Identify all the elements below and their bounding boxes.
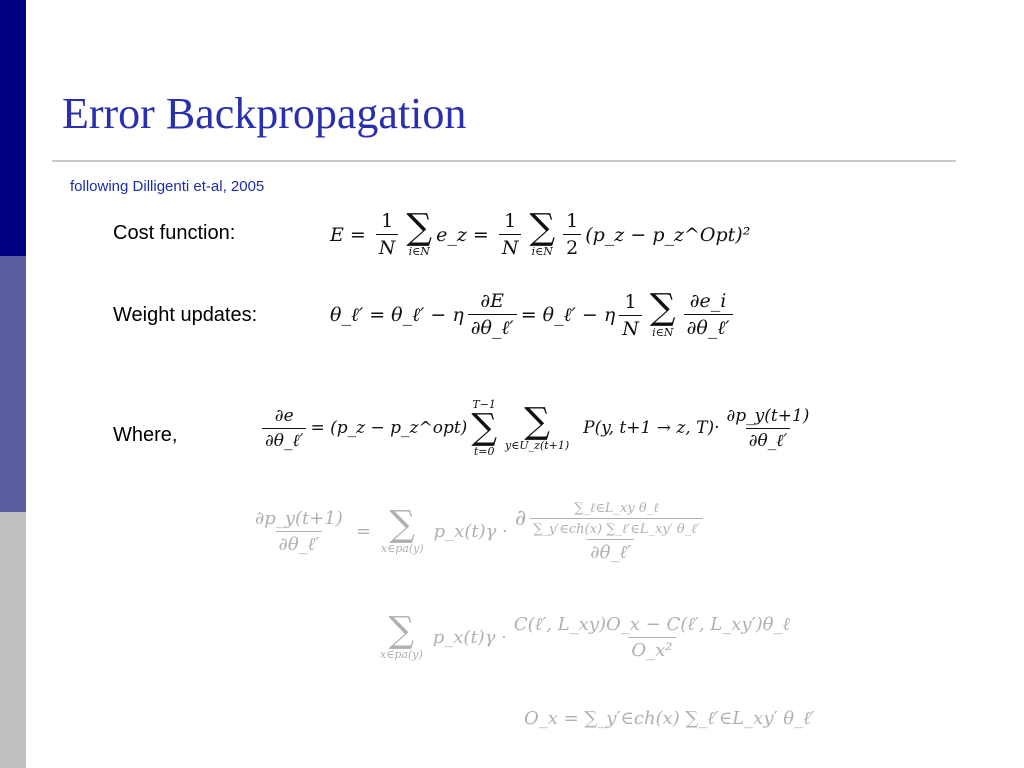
fraction-denominator: N xyxy=(376,234,399,259)
summation-subscript: y∈U_z(t+1) xyxy=(505,438,570,452)
fraction-numerator: ∂E xyxy=(480,290,505,312)
fraction-numerator: 1 xyxy=(381,210,394,232)
derivative-fraction xyxy=(723,406,812,451)
summation-subscript: i∈N xyxy=(652,325,674,339)
fraction-numerator: 1 xyxy=(624,290,637,313)
derivative-fraction xyxy=(468,290,517,340)
slide-title: Error Backpropagation xyxy=(62,89,467,138)
fraction-numerator: C(ℓ′, L_xy)O_x − C(ℓ′, L_xy′)θ_ℓ xyxy=(513,614,790,636)
weight-updates-label: Weight updates: xyxy=(113,304,258,326)
fraction-denominator: ∂θ_ℓ′ xyxy=(746,428,790,451)
equals-sign: = xyxy=(349,223,366,246)
fraction-numerator: 1 xyxy=(504,210,517,232)
summation-symbol: ∑ xyxy=(471,407,498,449)
fraction-numerator: ∂p_y(t+1) xyxy=(255,508,343,529)
derivative-fraction xyxy=(252,508,346,555)
where-label: Where, xyxy=(113,424,178,446)
fraction-denominator: 2 xyxy=(563,234,581,259)
derivative-fraction xyxy=(684,290,733,340)
one-half-fraction xyxy=(563,210,581,259)
summation-superscript: T−1 xyxy=(472,398,496,411)
title-divider xyxy=(52,160,956,162)
sidebar-band-bottom xyxy=(0,512,26,768)
cost-squared-error: (p_z − p_z^Opt)² xyxy=(585,223,751,246)
fraction-numerator: ∂e xyxy=(274,405,294,426)
sidebar-band-top xyxy=(0,0,26,256)
partial-symbol: ∂ xyxy=(514,506,527,531)
transition-probability: P(y, t+1 → z, T)· xyxy=(583,418,720,439)
weight-mid: = θ_ℓ′ − η xyxy=(520,303,616,326)
fraction-denominator: N xyxy=(499,234,522,259)
fraction-numerator: 1 xyxy=(566,210,579,232)
weight-update-equation xyxy=(330,287,737,340)
faded-equation-1 xyxy=(248,500,714,563)
cost-function-label: Cost function: xyxy=(113,222,236,244)
summation-symbol: ∑ xyxy=(388,610,415,651)
equals-sign: = xyxy=(472,223,489,246)
summation-symbol: ∑ xyxy=(529,206,556,248)
fraction-denominator: ∂θ_ℓ′ xyxy=(684,314,733,340)
one-over-n-fraction xyxy=(619,291,642,340)
cost-lhs: E xyxy=(330,223,344,246)
summation xyxy=(529,206,556,258)
sidebar-decoration xyxy=(0,0,26,768)
fraction-denominator: ∂θ_ℓ′ xyxy=(468,314,517,340)
derivative-fraction xyxy=(511,614,793,661)
slide-subtitle: following Dilligenti et-al, 2005 xyxy=(70,178,265,195)
fraction-denominator: ∂θ_ℓ′ xyxy=(587,539,634,563)
one-over-n-fraction xyxy=(376,210,399,259)
summation-subscript: i∈N xyxy=(531,245,553,258)
where-factor: = (p_z − p_z^opt) xyxy=(310,418,468,439)
summation-symbol: ∑ xyxy=(649,287,676,329)
summation-symbol: ∑ xyxy=(524,400,550,442)
summation-subscript: i∈N xyxy=(408,245,430,258)
summation-symbol: ∑ xyxy=(389,503,416,545)
summation-subscript: x∈pa(y) xyxy=(380,542,424,555)
fraction-denominator: ∂θ_ℓ′ xyxy=(262,428,306,451)
derivative-fraction xyxy=(262,406,306,451)
faded-term: p_x(t)γ · xyxy=(432,627,507,649)
summation-subscript: x∈pa(y) xyxy=(380,648,423,662)
sidebar-band-middle xyxy=(0,256,26,512)
one-over-n-fraction xyxy=(499,210,522,259)
summation-subscript: t=0 xyxy=(473,445,495,459)
fraction-denominator: O_x² xyxy=(628,637,675,661)
fraction-denominator: N xyxy=(619,315,642,340)
equals-sign: = xyxy=(355,521,371,542)
inner-fraction xyxy=(530,500,702,537)
summation-symbol: ∑ xyxy=(406,206,433,248)
faded-equation-2 xyxy=(376,610,797,662)
cost-term-ez: e_z xyxy=(436,223,467,246)
nested-derivative-fraction xyxy=(512,500,710,563)
cost-equation xyxy=(330,206,751,259)
faded-equation-3: O_x = ∑_y′∈ch(x) ∑_ℓ′∈L_xy′ θ_ℓ′ xyxy=(524,708,815,729)
where-equation xyxy=(258,398,816,459)
faded-term: p_x(t)γ · xyxy=(433,521,508,542)
inner-numerator: ∑_ℓ∈L_xy θ_ℓ xyxy=(574,501,659,516)
summation-over-time xyxy=(471,398,497,459)
fraction-numerator: ∂e_i xyxy=(689,290,727,312)
weight-lhs: θ_ℓ′ = θ_ℓ′ − η xyxy=(330,303,464,326)
summation xyxy=(406,206,433,258)
inner-denominator: ∑_y′∈ch(x) ∑_ℓ′∈L_xy′ θ_ℓ′ xyxy=(530,518,702,537)
summation xyxy=(380,610,423,662)
summation-over-y xyxy=(505,400,570,452)
summation xyxy=(649,287,676,339)
fraction-numerator: ∂p_y(t+1) xyxy=(726,405,810,426)
summation xyxy=(380,503,424,555)
fraction-denominator: ∂θ_ℓ′ xyxy=(276,531,323,555)
fraction-numerator xyxy=(512,500,710,539)
